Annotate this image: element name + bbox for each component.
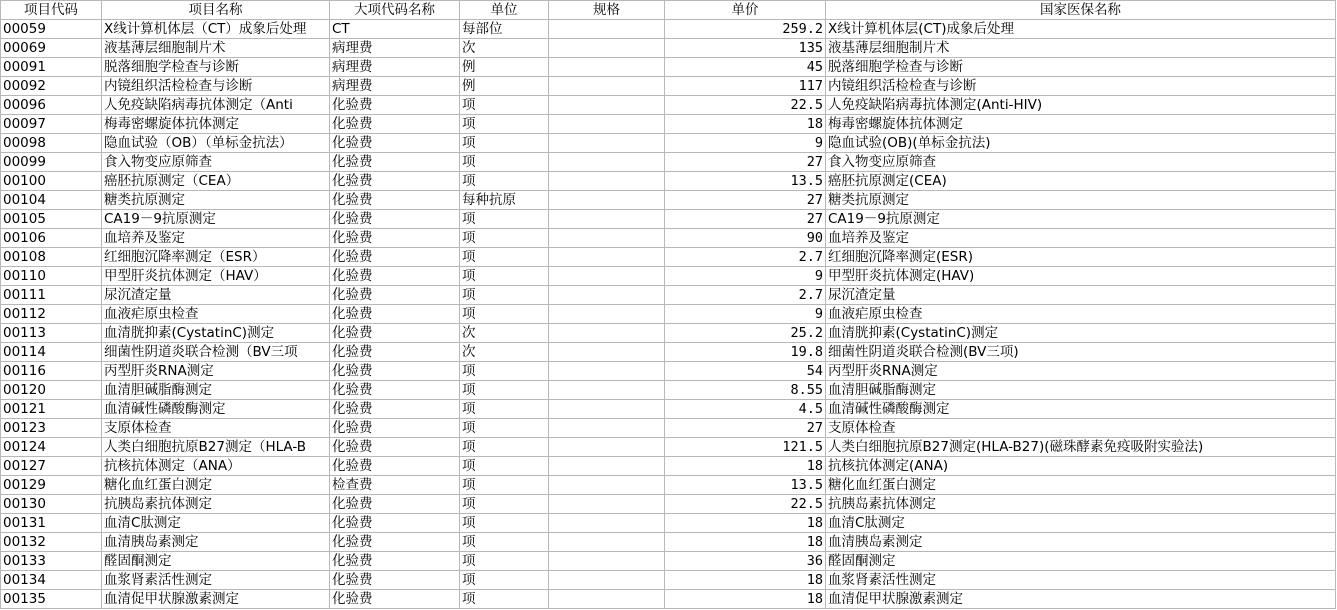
cell-national-insurance-name[interactable]: 血清胆碱脂酶测定 xyxy=(826,381,1336,400)
cell-national-insurance-name[interactable]: 血清C肽测定 xyxy=(826,514,1336,533)
table-row xyxy=(1,191,1336,210)
cell-national-insurance-name[interactable]: 内镜组织活检检查与诊断 xyxy=(826,77,1336,96)
cell-item-code[interactable]: 00100 xyxy=(1,172,102,191)
cell-national-insurance-name[interactable]: 梅毒密螺旋体抗体测定 xyxy=(826,115,1336,134)
table-row xyxy=(1,419,1336,438)
cell-item-name[interactable]: 红细胞沉降率测定（ESR） xyxy=(102,248,330,267)
column-header-unit[interactable]: 单位 xyxy=(460,1,549,20)
cell-unit[interactable]: 次 xyxy=(460,39,549,58)
cell-unit-price[interactable]: 22.5 xyxy=(665,96,826,115)
cell-unit-price[interactable]: 9 xyxy=(665,267,826,286)
cell-unit-price[interactable]: 19.8 xyxy=(665,343,826,362)
cell-category-name[interactable]: 化验费 xyxy=(330,457,460,476)
cell-unit-price[interactable]: 18 xyxy=(665,115,826,134)
cell-spec[interactable] xyxy=(549,115,665,134)
cell-spec[interactable] xyxy=(549,286,665,305)
cell-item-code[interactable]: 00099 xyxy=(1,153,102,172)
table-row xyxy=(1,362,1336,381)
cell-item-code[interactable]: 00059 xyxy=(1,20,102,39)
cell-spec[interactable] xyxy=(549,571,665,590)
table-row xyxy=(1,571,1336,590)
cell-category-name[interactable]: 化验费 xyxy=(330,343,460,362)
cell-unit-price[interactable]: 117 xyxy=(665,77,826,96)
cell-item-code[interactable]: 00113 xyxy=(1,324,102,343)
cell-item-name[interactable]: 脱落细胞学检查与诊断 xyxy=(102,58,330,77)
cell-spec[interactable] xyxy=(549,172,665,191)
cell-national-insurance-name[interactable]: 糖化血红蛋白测定 xyxy=(826,476,1336,495)
cell-national-insurance-name[interactable]: 血清胱抑素(CystatinC)测定 xyxy=(826,324,1336,343)
cell-spec[interactable] xyxy=(549,210,665,229)
cell-unit[interactable]: 例 xyxy=(460,77,549,96)
cell-category-name[interactable]: 化验费 xyxy=(330,248,460,267)
cell-unit-price[interactable]: 2.7 xyxy=(665,248,826,267)
cell-spec[interactable] xyxy=(549,77,665,96)
table-row xyxy=(1,20,1336,39)
cell-spec[interactable] xyxy=(549,153,665,172)
cell-item-code[interactable]: 00116 xyxy=(1,362,102,381)
cell-item-name[interactable]: 内镜组织活检检查与诊断 xyxy=(102,77,330,96)
cell-category-name[interactable]: 化验费 xyxy=(330,590,460,609)
cell-unit-price[interactable]: 13.5 xyxy=(665,172,826,191)
cell-item-code[interactable]: 00134 xyxy=(1,571,102,590)
cell-category-name[interactable]: 化验费 xyxy=(330,153,460,172)
cell-unit[interactable]: 项 xyxy=(460,305,549,324)
cell-unit[interactable]: 项 xyxy=(460,590,549,609)
cell-spec[interactable] xyxy=(549,58,665,77)
cell-unit-price[interactable]: 18 xyxy=(665,571,826,590)
cell-unit[interactable]: 项 xyxy=(460,172,549,191)
cell-unit-price[interactable]: 27 xyxy=(665,210,826,229)
cell-item-name[interactable]: X线计算机体层（CT）成象后处理 xyxy=(102,20,330,39)
cell-spec[interactable] xyxy=(549,514,665,533)
cell-category-name[interactable]: 化验费 xyxy=(330,267,460,286)
cell-spec[interactable] xyxy=(549,267,665,286)
cell-category-name[interactable]: 化验费 xyxy=(330,571,460,590)
cell-item-name[interactable]: 糖化血红蛋白测定 xyxy=(102,476,330,495)
cell-item-name[interactable]: 甲型肝炎抗体测定（HAV） xyxy=(102,267,330,286)
cell-item-name[interactable]: 抗胰岛素抗体测定 xyxy=(102,495,330,514)
cell-unit-price[interactable]: 9 xyxy=(665,305,826,324)
cell-unit-price[interactable]: 27 xyxy=(665,153,826,172)
table-row xyxy=(1,39,1336,58)
cell-category-name[interactable]: 化验费 xyxy=(330,381,460,400)
cell-item-name[interactable]: CA19－9抗原测定 xyxy=(102,210,330,229)
cell-unit[interactable]: 次 xyxy=(460,324,549,343)
cell-category-name[interactable]: 化验费 xyxy=(330,172,460,191)
cell-item-name[interactable]: 尿沉渣定量 xyxy=(102,286,330,305)
cell-item-name[interactable]: 隐血试验（OB）（单标金抗法） xyxy=(102,134,330,153)
cell-unit[interactable]: 例 xyxy=(460,58,549,77)
cell-item-code[interactable]: 00130 xyxy=(1,495,102,514)
cell-national-insurance-name[interactable]: 血培养及鉴定 xyxy=(826,229,1336,248)
cell-spec[interactable] xyxy=(549,305,665,324)
cell-category-name[interactable]: 化验费 xyxy=(330,495,460,514)
cell-category-name[interactable]: 化验费 xyxy=(330,229,460,248)
cell-unit-price[interactable]: 45 xyxy=(665,58,826,77)
cell-unit-price[interactable]: 135 xyxy=(665,39,826,58)
cell-spec[interactable] xyxy=(549,96,665,115)
cell-category-name[interactable]: 化验费 xyxy=(330,419,460,438)
cell-spec[interactable] xyxy=(549,362,665,381)
cell-unit-price[interactable]: 27 xyxy=(665,191,826,210)
cell-category-name[interactable]: 化验费 xyxy=(330,552,460,571)
cell-category-name[interactable]: CT xyxy=(330,20,460,39)
cell-item-name[interactable]: 血液疟原虫检查 xyxy=(102,305,330,324)
table-row xyxy=(1,514,1336,533)
cell-item-code[interactable]: 00129 xyxy=(1,476,102,495)
cell-item-name[interactable]: 血清胱抑素(CystatinC)测定 xyxy=(102,324,330,343)
cell-category-name[interactable]: 化验费 xyxy=(330,324,460,343)
table-row xyxy=(1,343,1336,362)
column-header-category-name[interactable]: 大项代码名称 xyxy=(330,1,460,20)
table-row xyxy=(1,248,1336,267)
cell-item-code[interactable]: 00131 xyxy=(1,514,102,533)
cell-category-name[interactable]: 化验费 xyxy=(330,286,460,305)
cell-spec[interactable] xyxy=(549,419,665,438)
cell-unit[interactable]: 项 xyxy=(460,571,549,590)
cell-national-insurance-name[interactable]: CA19－9抗原测定 xyxy=(826,210,1336,229)
table-row xyxy=(1,267,1336,286)
cell-national-insurance-name[interactable]: X线计算机体层(CT)成象后处理 xyxy=(826,20,1336,39)
cell-item-code[interactable]: 00104 xyxy=(1,191,102,210)
cell-category-name[interactable]: 化验费 xyxy=(330,533,460,552)
cell-category-name[interactable]: 化验费 xyxy=(330,514,460,533)
table-row xyxy=(1,400,1336,419)
cell-unit-price[interactable]: 18 xyxy=(665,533,826,552)
cell-item-code[interactable]: 00096 xyxy=(1,96,102,115)
column-header-item-code[interactable]: 项目代码 xyxy=(1,1,102,20)
cell-unit[interactable]: 每种抗原 xyxy=(460,191,549,210)
cell-item-code[interactable]: 00098 xyxy=(1,134,102,153)
cell-spec[interactable] xyxy=(549,438,665,457)
cell-item-name[interactable]: 血浆肾素活性测定 xyxy=(102,571,330,590)
cell-unit-price[interactable]: 18 xyxy=(665,457,826,476)
cell-item-code[interactable]: 00114 xyxy=(1,343,102,362)
cell-unit[interactable]: 每部位 xyxy=(460,20,549,39)
cell-spec[interactable] xyxy=(549,552,665,571)
cell-spec[interactable] xyxy=(549,400,665,419)
cell-national-insurance-name[interactable]: 醛固酮测定 xyxy=(826,552,1336,571)
table-row xyxy=(1,476,1336,495)
cell-national-insurance-name[interactable]: 血液疟原虫检查 xyxy=(826,305,1336,324)
table-row xyxy=(1,229,1336,248)
cell-item-name[interactable]: 血清碱性磷酸酶测定 xyxy=(102,400,330,419)
cell-item-code[interactable]: 00135 xyxy=(1,590,102,609)
cell-category-name[interactable]: 病理费 xyxy=(330,58,460,77)
cell-item-code[interactable]: 00111 xyxy=(1,286,102,305)
cell-national-insurance-name[interactable]: 血浆肾素活性测定 xyxy=(826,571,1336,590)
cell-national-insurance-name[interactable]: 人类白细胞抗原B27测定(HLA-B27)(磁珠酵素免疫吸附实验法) xyxy=(826,438,1336,457)
cell-national-insurance-name[interactable]: 血清碱性磷酸酶测定 xyxy=(826,400,1336,419)
cell-spec[interactable] xyxy=(549,324,665,343)
cell-category-name[interactable]: 化验费 xyxy=(330,96,460,115)
cell-unit-price[interactable]: 9 xyxy=(665,134,826,153)
cell-item-name[interactable]: 人免疫缺陷病毒抗体测定（Anti xyxy=(102,96,330,115)
table-row xyxy=(1,96,1336,115)
cell-item-name[interactable]: 醛固酮测定 xyxy=(102,552,330,571)
table-row xyxy=(1,457,1336,476)
cell-unit[interactable]: 项 xyxy=(460,267,549,286)
cell-category-name[interactable]: 病理费 xyxy=(330,77,460,96)
cell-unit-price[interactable]: 2.7 xyxy=(665,286,826,305)
cell-unit[interactable]: 项 xyxy=(460,514,549,533)
cell-item-name[interactable]: 血清C肽测定 xyxy=(102,514,330,533)
cell-category-name[interactable]: 化验费 xyxy=(330,134,460,153)
cell-spec[interactable] xyxy=(549,457,665,476)
cell-item-code[interactable]: 00121 xyxy=(1,400,102,419)
cell-national-insurance-name[interactable]: 癌胚抗原测定(CEA) xyxy=(826,172,1336,191)
cell-unit[interactable]: 项 xyxy=(460,419,549,438)
cell-unit-price[interactable]: 8.55 xyxy=(665,381,826,400)
cell-unit[interactable]: 项 xyxy=(460,476,549,495)
column-header-item-name[interactable]: 项目名称 xyxy=(102,1,330,20)
cell-national-insurance-name[interactable]: 支原体检查 xyxy=(826,419,1336,438)
cell-national-insurance-name[interactable]: 血清胰岛素测定 xyxy=(826,533,1336,552)
cell-item-name[interactable]: 糖类抗原测定 xyxy=(102,191,330,210)
cell-unit-price[interactable]: 18 xyxy=(665,590,826,609)
cell-spec[interactable] xyxy=(549,476,665,495)
table-row xyxy=(1,210,1336,229)
cell-unit[interactable]: 项 xyxy=(460,457,549,476)
cell-unit[interactable]: 项 xyxy=(460,552,549,571)
cell-spec[interactable] xyxy=(549,248,665,267)
cell-spec[interactable] xyxy=(549,229,665,248)
cell-item-name[interactable]: 细菌性阴道炎联合检测（BV三项 xyxy=(102,343,330,362)
cell-unit-price[interactable]: 90 xyxy=(665,229,826,248)
cell-unit[interactable]: 次 xyxy=(460,343,549,362)
cell-item-name[interactable]: 支原体检查 xyxy=(102,419,330,438)
cell-item-code[interactable]: 00120 xyxy=(1,381,102,400)
cell-item-name[interactable]: 食入物变应原筛查 xyxy=(102,153,330,172)
cell-unit-price[interactable]: 25.2 xyxy=(665,324,826,343)
cell-spec[interactable] xyxy=(549,381,665,400)
cell-unit[interactable]: 项 xyxy=(460,210,549,229)
column-header-national-insurance-name[interactable]: 国家医保名称 xyxy=(826,1,1336,20)
cell-item-code[interactable]: 00108 xyxy=(1,248,102,267)
cell-unit[interactable]: 项 xyxy=(460,248,549,267)
cell-item-code[interactable]: 00123 xyxy=(1,419,102,438)
table-row xyxy=(1,115,1336,134)
table-row xyxy=(1,381,1336,400)
cell-national-insurance-name[interactable]: 红细胞沉降率测定(ESR) xyxy=(826,248,1336,267)
table-row xyxy=(1,286,1336,305)
table-row xyxy=(1,153,1336,172)
cell-national-insurance-name[interactable]: 糖类抗原测定 xyxy=(826,191,1336,210)
cell-national-insurance-name[interactable]: 食入物变应原筛查 xyxy=(826,153,1336,172)
cell-item-name[interactable]: 液基薄层细胞制片术 xyxy=(102,39,330,58)
cell-national-insurance-name[interactable]: 甲型肝炎抗体测定(HAV) xyxy=(826,267,1336,286)
cell-item-name[interactable]: 抗核抗体测定（ANA） xyxy=(102,457,330,476)
table-row xyxy=(1,590,1336,609)
cell-item-code[interactable]: 00092 xyxy=(1,77,102,96)
cell-category-name[interactable]: 化验费 xyxy=(330,438,460,457)
cell-spec[interactable] xyxy=(549,134,665,153)
cell-unit[interactable]: 项 xyxy=(460,115,549,134)
cell-unit[interactable]: 项 xyxy=(460,400,549,419)
cell-unit-price[interactable]: 121.5 xyxy=(665,438,826,457)
cell-item-code[interactable]: 00112 xyxy=(1,305,102,324)
cell-item-name[interactable]: 血培养及鉴定 xyxy=(102,229,330,248)
table-row xyxy=(1,58,1336,77)
cell-item-name[interactable]: 血清胆碱脂酶测定 xyxy=(102,381,330,400)
cell-national-insurance-name[interactable]: 血清促甲状腺激素测定 xyxy=(826,590,1336,609)
cell-unit-price[interactable]: 54 xyxy=(665,362,826,381)
cell-national-insurance-name[interactable]: 抗核抗体测定(ANA) xyxy=(826,457,1336,476)
cell-national-insurance-name[interactable]: 液基薄层细胞制片术 xyxy=(826,39,1336,58)
table-row xyxy=(1,438,1336,457)
cell-item-name[interactable]: 丙型肝炎RNA测定 xyxy=(102,362,330,381)
cell-category-name[interactable]: 化验费 xyxy=(330,305,460,324)
cell-category-name[interactable]: 化验费 xyxy=(330,115,460,134)
cell-item-name[interactable]: 血清促甲状腺激素测定 xyxy=(102,590,330,609)
cell-unit[interactable]: 项 xyxy=(460,438,549,457)
cell-unit-price[interactable]: 4.5 xyxy=(665,400,826,419)
cell-unit[interactable]: 项 xyxy=(460,362,549,381)
table-row xyxy=(1,552,1336,571)
cell-national-insurance-name[interactable]: 尿沉渣定量 xyxy=(826,286,1336,305)
cell-item-name[interactable]: 梅毒密螺旋体抗体测定 xyxy=(102,115,330,134)
cell-national-insurance-name[interactable]: 抗胰岛素抗体测定 xyxy=(826,495,1336,514)
cell-spec[interactable] xyxy=(549,191,665,210)
table-row xyxy=(1,134,1336,153)
table-row xyxy=(1,77,1336,96)
cell-national-insurance-name[interactable]: 人免疫缺陷病毒抗体测定(Anti-HIV) xyxy=(826,96,1336,115)
cell-unit[interactable]: 项 xyxy=(460,286,549,305)
cell-unit-price[interactable]: 36 xyxy=(665,552,826,571)
column-header-unit-price[interactable]: 单价 xyxy=(665,1,826,20)
cell-item-code[interactable]: 00069 xyxy=(1,39,102,58)
cell-unit-price[interactable]: 27 xyxy=(665,419,826,438)
cell-unit[interactable]: 项 xyxy=(460,533,549,552)
cell-unit-price[interactable]: 22.5 xyxy=(665,495,826,514)
table-row xyxy=(1,324,1336,343)
cell-unit[interactable]: 项 xyxy=(460,153,549,172)
cell-unit[interactable]: 项 xyxy=(460,229,549,248)
cell-item-code[interactable]: 00091 xyxy=(1,58,102,77)
cell-item-name[interactable]: 血清胰岛素测定 xyxy=(102,533,330,552)
cell-national-insurance-name[interactable]: 隐血试验(OB)(单标金抗法) xyxy=(826,134,1336,153)
cell-category-name[interactable]: 检查费 xyxy=(330,476,460,495)
cell-item-name[interactable]: 癌胚抗原测定（CEA） xyxy=(102,172,330,191)
cell-item-code[interactable]: 00105 xyxy=(1,210,102,229)
cell-spec[interactable] xyxy=(549,590,665,609)
cell-spec[interactable] xyxy=(549,495,665,514)
header-row xyxy=(1,1,1336,20)
cell-unit-price[interactable]: 13.5 xyxy=(665,476,826,495)
cell-unit[interactable]: 项 xyxy=(460,495,549,514)
cell-category-name[interactable]: 化验费 xyxy=(330,191,460,210)
table-row xyxy=(1,495,1336,514)
cell-category-name[interactable]: 化验费 xyxy=(330,210,460,229)
cell-item-code[interactable]: 00132 xyxy=(1,533,102,552)
cell-unit[interactable]: 项 xyxy=(460,96,549,115)
cell-national-insurance-name[interactable]: 细菌性阴道炎联合检测(BV三项) xyxy=(826,343,1336,362)
cell-spec[interactable] xyxy=(549,533,665,552)
cell-spec[interactable] xyxy=(549,39,665,58)
cell-spec[interactable] xyxy=(549,343,665,362)
cell-category-name[interactable]: 化验费 xyxy=(330,400,460,419)
cell-unit-price[interactable]: 18 xyxy=(665,514,826,533)
cell-item-code[interactable]: 00124 xyxy=(1,438,102,457)
cell-item-code[interactable]: 00127 xyxy=(1,457,102,476)
cell-item-code[interactable]: 00110 xyxy=(1,267,102,286)
cell-item-code[interactable]: 00106 xyxy=(1,229,102,248)
table-row xyxy=(1,172,1336,191)
cell-unit[interactable]: 项 xyxy=(460,134,549,153)
cell-national-insurance-name[interactable]: 丙型肝炎RNA测定 xyxy=(826,362,1336,381)
cell-unit[interactable]: 项 xyxy=(460,381,549,400)
cell-item-name[interactable]: 人类白细胞抗原B27测定（HLA-B xyxy=(102,438,330,457)
cell-category-name[interactable]: 化验费 xyxy=(330,362,460,381)
table-row xyxy=(1,533,1336,552)
column-header-spec[interactable]: 规格 xyxy=(549,1,665,20)
cell-item-code[interactable]: 00097 xyxy=(1,115,102,134)
cell-item-code[interactable]: 00133 xyxy=(1,552,102,571)
cell-category-name[interactable]: 病理费 xyxy=(330,39,460,58)
table-row xyxy=(1,305,1336,324)
cell-unit-price[interactable]: 259.2 xyxy=(665,20,826,39)
cell-spec[interactable] xyxy=(549,20,665,39)
cell-national-insurance-name[interactable]: 脱落细胞学检查与诊断 xyxy=(826,58,1336,77)
